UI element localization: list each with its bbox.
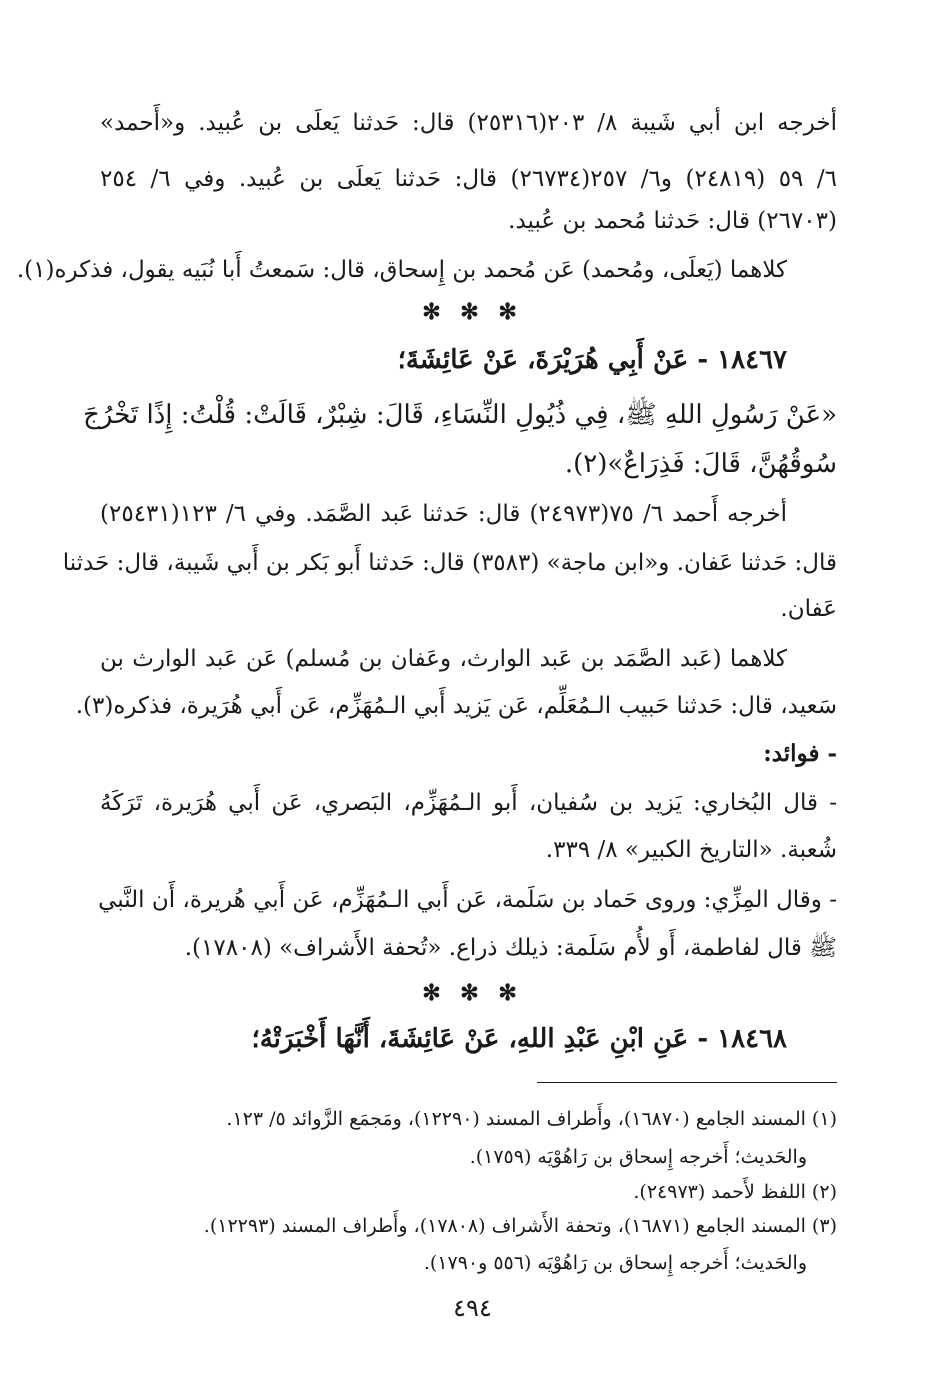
text-line: - وقال المِزِّي: وروى حَماد بن سَلَمة، عَن أَبي الـمُهَزِّم، عَن أَبي هُريرة، أَن النَّبي	[98, 887, 837, 913]
footnote: والحَديث؛ أَخرجه إِسحاق بن رَاهُوْيَه (٥٥٦ و١٧٩٠).	[423, 1252, 807, 1274]
hadith-heading: ١٨٤٦٧ - عَنْ أَبِي هُرَيْرَةَ، عَنْ عَائِشَةَ؛	[397, 345, 787, 375]
footnote: (٣) المسند الجامع (١٦٨٧١)، وتحفة الأَشراف (١٧٨٠٨)، وأَطراف المسند (١٢٢٩٣).	[203, 1215, 837, 1237]
hadith-text: «عَنْ رَسُولِ اللهِ ﷺ، فِي ذُيُولِ النِّسَاءِ، قَالَ: شِبْرٌ، قَالَتْ: قُلْتُ: إِذًا تَخْرُجَ	[83, 400, 837, 430]
text-line: سَعيد، قال: حَدثنا حَبيب الـمُعَلِّم، عَن يَزيد أَبي الـمُهَزِّم، عَن أَبي هُرَيرة، فذكره(٣).	[75, 693, 837, 719]
text-line: عَفان.	[780, 596, 837, 622]
text-line: (٢٦٧٠٣) قال: حَدثنا مُحمد بن عُبيد.	[508, 208, 837, 234]
text-line: ﷺ قال لفاطمة، أَو لأُم سَلَمة: ذيلك ذراع. «تُحفة الأَشراف» (١٧٨٠٨).	[184, 935, 837, 961]
footnote: والحَديث؛ أَخرجه إِسحاق بن رَاهُوْيَه (١٧٥٩).	[469, 1146, 807, 1168]
page-number: ٤٩٤	[453, 1294, 492, 1322]
section-separator: ✻ ✻ ✻	[422, 299, 523, 325]
text-line: ٦/ ٥٩ (٢٤٨١٩) و٦/ ٢٥٧(٢٦٧٣٤) قال: حَدثنا يَعلَى بن عُبيد. وفي ٦/ ٢٥٤	[100, 166, 838, 192]
text-line: كلاهما (يَعلَى، ومُحمد) عَن مُحمد بن إِسحاق، قال: سَمعتُ أَبا نُبَيه يقول، فذكره(١).	[16, 257, 787, 283]
text-line: أخرجه أَحمد ٦/ ٧٥(٢٤٩٧٣) قال: حَدثنا عَبد الصَّمَد. وفي ٦/ ١٢٣(٢٥٤٣١)	[100, 501, 788, 527]
hadith-text: سُوقُهُنَّ، قَالَ: فَذِرَاعٌ»(٢).	[564, 449, 837, 479]
section-separator: ✻ ✻ ✻	[422, 980, 523, 1006]
footnote-divider	[537, 1082, 837, 1083]
text-line: شُعبة. «التاريخ الكبير» ٨/ ٣٣٩.	[545, 837, 837, 863]
benefits-heading: - فوائد:	[763, 740, 837, 767]
footnote: (١) المسند الجامع (١٦٨٧٠)، وأَطراف المسند (١٢٢٩٠)، ومَجمَع الزَّوائد ٥/ ١٢٣.	[226, 1108, 837, 1130]
text-line: أخرجه ابن أبي شَيبة ٨/ ٢٠٣(٢٥٣١٦) قال: حَدثنا يَعلَى بن عُبيد. و«أَحمد»	[100, 110, 837, 136]
text-line: قال: حَدثنا عَفان. و«ابن ماجة» (٣٥٨٣) قال: حَدثنا أَبو بَكر بن أَبي شَيبة، قال: حَدثنا	[62, 550, 837, 576]
text-line: - قال البُخاري: يَزيد بن سُفيان، أَبو الـمُهَزِّم، البَصري، عَن أَبي هُرَيرة، تَرَكَهُ	[100, 790, 837, 816]
footnote: (٢) اللفظ لأَحمد (٢٤٩٧٣).	[633, 1181, 837, 1203]
hadith-heading: ١٨٤٦٨ - عَنِ ابْنِ عَبْدِ اللهِ، عَنْ عَائِشَةَ، أَنَّهَا أَخْبَرَتْهُ؛	[251, 1024, 787, 1054]
text-line: كلاهما (عَبد الصَّمَد بن عَبد الوارث، وعَفان بن مُسلم) عَن عَبد الوارث بن	[100, 646, 787, 672]
